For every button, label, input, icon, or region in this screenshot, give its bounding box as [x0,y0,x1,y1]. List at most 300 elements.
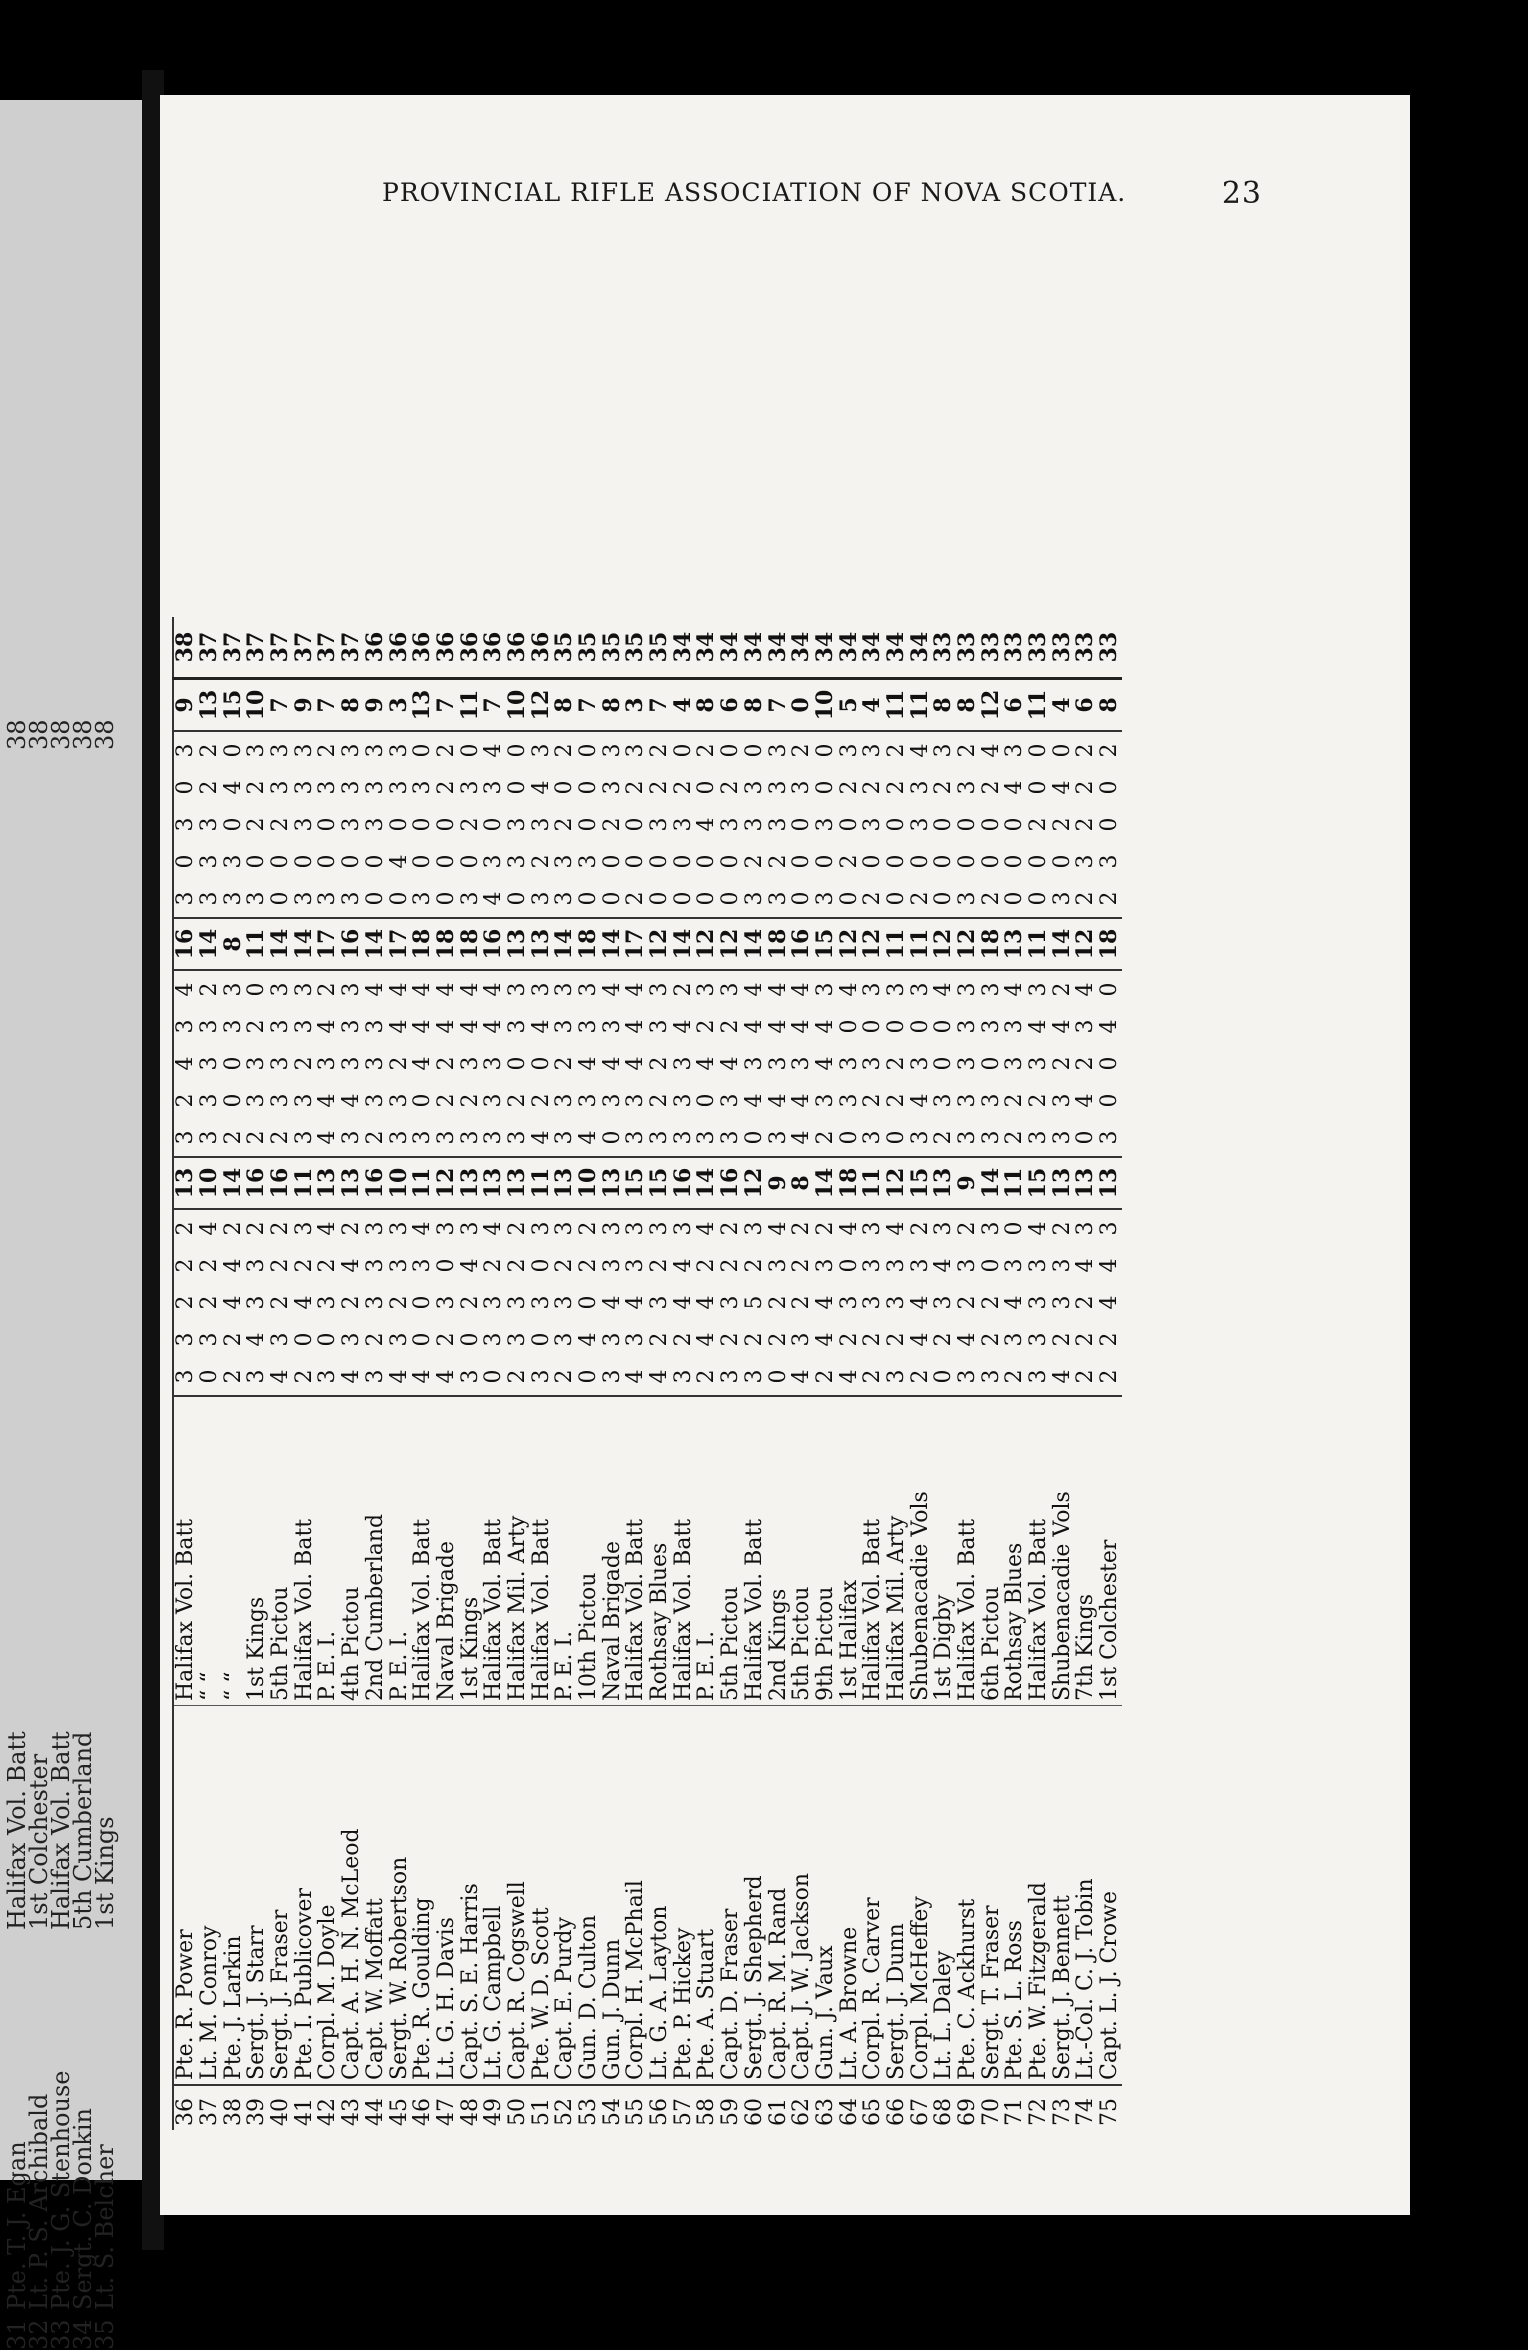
shot-score: 3 [789,1332,815,1347]
range-total: 6 [1074,679,1098,732]
shot-score: 3 [765,743,791,758]
range-total: 16 [719,1157,743,1209]
row-number: 62 [789,2098,815,2126]
shot-score: 3 [1050,880,1074,918]
shot-score: 4 [694,1056,720,1071]
corps: 2nd Kings [766,1396,790,1706]
corps: P. E. I. [316,1396,340,1706]
range-total: 14 [1050,918,1074,970]
competitor-name: Capt. W. Moffatt [364,1706,388,2086]
shot-score: 0 [931,817,957,832]
shot-score: 0 [576,1295,602,1310]
shot-score: 4 [529,1119,553,1157]
row-number: 47 [433,2098,459,2126]
competitor-name: Sergt. J. Starr [245,1706,269,2086]
shot-score: 0 [623,817,649,832]
shot-score: 2 [861,1358,885,1396]
row-number: 52 [552,2098,578,2126]
competitor-name: Lt. L. Daley [932,1706,956,2086]
shot-score: 3 [410,780,436,795]
shot-score: 4 [694,1221,720,1236]
shot-score: 2 [528,854,554,869]
grand-total: 34 [719,617,743,679]
shot-score: 4 [411,1358,435,1396]
shot-score: 3 [173,806,198,843]
page-title: PROVINCIAL RIFLE ASSOCIATION OF NOVA SCOTIA. [382,178,1127,207]
shot-score: 4 [623,982,649,997]
shot-score: 0 [410,1295,436,1310]
corps: Halifax Vol. Batt [743,1396,767,1706]
shot-score: 4 [386,1019,412,1034]
shot-score: 2 [1003,1119,1027,1157]
shot-score: 2 [552,743,578,758]
corps: 1st Kings [245,1396,269,1706]
shot-score: 3 [504,982,530,997]
shot-score: 0 [743,1119,767,1157]
shot-score: 2 [718,1332,744,1347]
row-number: 43 [339,2098,365,2126]
shot-score: 0 [220,1056,246,1071]
shot-score: 0 [173,843,198,880]
row-number: 73 [1049,2098,1075,2126]
shot-score: 3 [552,854,578,869]
shot-score: 3 [647,1221,673,1236]
shot-score: 4 [670,1258,696,1273]
grand-total: 36 [529,617,553,679]
shot-score: 4 [1002,982,1028,997]
shot-score: 0 [315,1332,341,1347]
shot-score: 3 [1002,743,1028,758]
shot-score: 2 [765,1295,791,1310]
competitor-name: Capt. R. M. Rand [766,1706,790,2086]
shot-score: 0 [528,1332,554,1347]
shot-score: 3 [529,1358,553,1396]
range-total: 11 [885,918,909,970]
shot-score: 3 [883,982,909,997]
shot-score: 4 [837,1358,861,1396]
competitor-name: Pte. R. Goulding [411,1706,435,2086]
shot-score: 2 [647,780,673,795]
table-row [316,617,340,2130]
grand-total: 33 [979,617,1003,679]
shot-score: 3 [670,1221,696,1236]
shot-score: 3 [599,1019,625,1034]
shot-score: 4 [340,1358,364,1396]
shot-score: 2 [883,780,909,795]
prev-name: Sergt. C. Donkin [69,2108,97,2310]
shot-score: 3 [173,1321,198,1358]
corps: Halifax Vol. Batt [482,1396,506,1706]
range-total: 6 [719,679,743,732]
shot-score: 0 [599,854,625,869]
shot-score: 3 [624,1119,648,1157]
shot-score: 3 [291,1221,317,1236]
shot-score: 4 [624,1358,648,1396]
prev-no: 32 [25,2319,53,2350]
shot-score: 2 [860,780,886,795]
shot-score: 0 [457,1332,483,1347]
shot-score: 4 [741,982,767,997]
shot-score: 4 [1050,1358,1074,1396]
shot-score: 0 [1097,982,1123,997]
shot-score: 4 [765,982,791,997]
shot-score: 3 [504,1019,530,1034]
table-row [695,617,719,2130]
shot-score: 2 [268,1295,294,1310]
row-number: 51 [528,2098,554,2126]
prev-corps: 1st Colchester [25,1753,53,1930]
shot-score: 2 [197,982,223,997]
shot-score: 0 [1027,880,1051,918]
row-number: 56 [647,2098,673,2126]
previous-row [91,650,119,2350]
shot-score: 0 [410,1332,436,1347]
shot-score: 3 [623,1093,649,1108]
range-total: 11 [1003,1157,1027,1209]
shot-score: 2 [433,743,459,758]
shot-score: 0 [457,743,483,758]
grand-total: 36 [411,617,435,679]
prev-no: 31 [3,2319,31,2350]
shot-score: 2 [599,817,625,832]
range-total: 11 [411,1157,435,1209]
grand-total: 33 [1050,617,1074,679]
corps: 10th Pictou [577,1396,601,1706]
competitor-name: Sergt. J. Bennett [1050,1706,1074,2086]
shot-score: 4 [315,1221,341,1236]
range-total: 12 [743,1157,767,1209]
shot-score: 3 [481,854,507,869]
shot-score: 3 [647,1295,673,1310]
range-total: 13 [506,1157,530,1209]
table-row [648,617,672,2130]
shot-score: 3 [245,880,269,918]
shot-score: 4 [623,1295,649,1310]
shot-score: 4 [410,1221,436,1236]
corps: 9th Pictou [814,1396,838,1706]
range-total: 14 [671,918,695,970]
shot-score: 3 [670,1093,696,1108]
shot-score: 2 [908,880,932,918]
range-total: 18 [435,918,459,970]
grand-total: 37 [292,617,316,679]
shot-score: 3 [339,1332,365,1347]
competitor-name: Lt. G. H. Davis [435,1706,459,2086]
shot-score: 0 [932,880,956,918]
shot-score: 3 [244,1056,270,1071]
range-total: 14 [292,918,316,970]
prev-name: Lt. S. Belcher [91,2144,119,2310]
shot-score: 4 [1026,1221,1052,1236]
shot-score: 3 [718,1295,744,1310]
range-total: 3 [387,679,411,732]
shot-score: 4 [576,1056,602,1071]
shot-score: 3 [362,1295,388,1310]
shot-score: 3 [812,982,838,997]
grand-total: 34 [743,617,767,679]
competitor-name: Capt. J. W. Jackson [790,1706,814,2086]
range-total: 13 [1003,918,1027,970]
shot-score: 2 [292,1358,316,1396]
shot-score: 3 [433,1221,459,1236]
shot-score: 0 [339,854,365,869]
shot-score: 2 [528,1093,554,1108]
grand-total: 35 [577,617,601,679]
table-row [908,617,932,2130]
shot-score: 0 [291,1332,317,1347]
grand-total: 33 [956,617,980,679]
shot-score: 4 [481,982,507,997]
shot-score: 2 [741,1258,767,1273]
range-total: 3 [624,679,648,732]
table-row [269,617,293,2130]
row-number: 54 [599,2098,625,2126]
shot-score: 3 [268,982,294,997]
range-total: 10 [814,679,838,732]
shot-score: 3 [836,1295,862,1310]
shot-score: 2 [364,1119,388,1157]
shot-score: 3 [552,1093,578,1108]
shot-score: 4 [457,1258,483,1273]
shot-score: 0 [457,854,483,869]
shot-score: 2 [552,1056,578,1071]
shot-score: 3 [528,1221,554,1236]
shot-score: 0 [1003,880,1027,918]
shot-score: 0 [1049,743,1075,758]
shot-score: 4 [978,743,1004,758]
range-total: 14 [695,1157,719,1209]
row-number: 42 [315,2098,341,2126]
shot-score: 3 [648,1119,672,1157]
shot-score: 0 [600,1119,624,1157]
shot-score: 3 [670,1056,696,1071]
corps: 2nd Cumberland [364,1396,388,1706]
shot-score: 4 [694,817,720,832]
shot-score: 4 [481,743,507,758]
prev-grand: 38 [3,719,31,750]
table-row [1003,617,1027,2130]
shot-score: 2 [1073,743,1099,758]
table-row [1027,617,1051,2130]
shot-score: 3 [1049,1258,1075,1273]
shot-score: 3 [268,1332,294,1347]
shot-score: 3 [978,1221,1004,1236]
shot-score: 0 [836,817,862,832]
shot-score: 3 [362,743,388,758]
shot-score: 0 [1002,817,1028,832]
shot-score: 2 [552,1258,578,1273]
competitor-name: Pte. S. L. Ross [1003,1706,1027,2086]
shot-score: 0 [410,854,436,869]
range-total: 16 [245,1157,269,1209]
shot-score: 3 [836,1056,862,1071]
shot-score: 2 [647,1258,673,1273]
shot-score: 2 [1098,1358,1122,1396]
range-total: 5 [837,679,861,732]
table-row [364,617,388,2130]
shot-score: 2 [506,1358,530,1396]
shot-score: 0 [978,817,1004,832]
shot-score: 3 [1002,1258,1028,1273]
shot-score: 0 [364,880,388,918]
shot-score: 3 [291,780,317,795]
shot-score: 4 [1002,780,1028,795]
shot-score: 4 [907,743,933,758]
corps: 1st Colchester [1098,1396,1122,1706]
range-total: 12 [719,918,743,970]
shot-score: 3 [339,743,365,758]
row-number: 74 [1073,2098,1099,2126]
shot-score: 3 [1002,1056,1028,1071]
table-row [979,617,1003,2130]
shot-score: 3 [671,1119,695,1157]
shot-score: 0 [812,780,838,795]
grand-total: 35 [600,617,624,679]
shot-score: 2 [268,1221,294,1236]
shot-score: 3 [410,1258,436,1273]
range-total: 12 [979,679,1003,732]
range-total: 13 [411,679,435,732]
shot-score: 3 [978,982,1004,997]
shot-score: 3 [291,817,317,832]
row-number: 40 [268,2098,294,2126]
shot-score: 2 [1049,817,1075,832]
competitor-name: Sergt. J. Dunn [885,1706,909,2086]
grand-total: 34 [885,617,909,679]
grand-total: 36 [387,617,411,679]
shot-score: 3 [316,1358,340,1396]
prev-grand: 38 [69,719,97,750]
shot-score: 4 [220,780,246,795]
shot-score: 0 [268,854,294,869]
shot-score: 3 [362,1019,388,1034]
shot-score: 4 [765,1221,791,1236]
shot-score: 3 [718,817,744,832]
range-total: 7 [269,679,293,732]
row-number: 70 [978,2098,1004,2126]
prev-corps: 5th Cumberland [69,1731,97,1930]
shot-score: 2 [647,743,673,758]
shot-score: 0 [670,743,696,758]
shot-score: 2 [269,1119,293,1157]
corps: Halifax Vol. Batt [956,1396,980,1706]
shot-score: 0 [978,854,1004,869]
shot-score: 4 [623,1056,649,1071]
shot-score: 2 [244,780,270,795]
shot-score: 3 [506,1119,530,1157]
competitor-name: Lt. G. A. Layton [648,1706,672,2086]
shot-score: 3 [386,1221,412,1236]
shot-score: 2 [861,880,885,918]
shot-score: 2 [955,1295,981,1310]
range-total: 13 [1050,1157,1074,1209]
range-total: 4 [671,679,695,732]
prev-corps: Halifax Vol. Batt [47,1731,75,1930]
grand-total: 37 [221,617,245,679]
prev-corps: Halifax Vol. Batt [3,1731,31,1930]
corps: 5th Pictou [719,1396,743,1706]
row-number: 57 [670,2098,696,2126]
shot-score: 3 [552,1019,578,1034]
range-total: 18 [577,918,601,970]
shot-score: 3 [599,780,625,795]
shot-score: 0 [860,1019,886,1034]
table-row [1098,617,1122,2130]
corps: 5th Pictou [269,1396,293,1706]
shot-score: 4 [528,1019,554,1034]
corps: “ “ [198,1396,222,1706]
shot-score: 0 [718,743,744,758]
shot-score: 3 [1026,1332,1052,1347]
shot-score: 2 [670,1332,696,1347]
table-row [743,617,767,2130]
corps: Halifax Vol. Batt [411,1396,435,1706]
shot-score: 4 [812,1332,838,1347]
competitor-name: Lt. A. Browne [837,1706,861,2086]
shot-score: 2 [504,1221,530,1236]
table-row [1074,617,1098,2130]
shot-score: 3 [197,1019,223,1034]
shot-score: 0 [885,880,909,918]
shot-score: 2 [173,1247,198,1284]
corps: P. E. I. [553,1396,577,1706]
shot-score: 0 [291,854,317,869]
table-row [577,617,601,2130]
shot-score: 4 [1073,982,1099,997]
corps: Naval Brigade [600,1396,624,1706]
table-row [245,617,269,2130]
corps: Halifax Vol. Batt [671,1396,695,1706]
shot-score: 4 [790,1358,814,1396]
table-row [671,617,695,2130]
shot-score: 2 [1073,817,1099,832]
shot-score: 3 [552,1332,578,1347]
shot-score: 0 [433,1258,459,1273]
grand-total: 34 [837,617,861,679]
shot-score: 3 [647,982,673,997]
shot-score: 3 [812,817,838,832]
shot-score: 3 [362,1056,388,1071]
prev-grand: 38 [91,719,119,750]
shot-score: 3 [481,1295,507,1310]
shot-score: 3 [1073,854,1099,869]
shot-score: 4 [339,1093,365,1108]
shot-score: 2 [1074,1358,1098,1396]
range-total: 13 [458,1157,482,1209]
shot-score: 0 [173,769,198,806]
grand-total: 35 [624,617,648,679]
shot-score: 3 [885,1358,909,1396]
shot-score: 2 [718,1221,744,1236]
shot-score: 3 [1049,1093,1075,1108]
shot-score: 3 [339,1019,365,1034]
row-number: 64 [836,2098,862,2126]
shot-score: 3 [268,780,294,795]
shot-score: 0 [1026,854,1052,869]
shot-score: 3 [599,1093,625,1108]
shot-score: 2 [268,1258,294,1273]
shot-score: 4 [931,982,957,997]
shot-score: 0 [789,854,815,869]
shot-score: 2 [789,1295,815,1310]
shot-score: 0 [1097,1056,1123,1071]
range-total: 11 [458,679,482,732]
shot-score: 4 [362,982,388,997]
range-total: 8 [932,679,956,732]
shot-score: 3 [197,1056,223,1071]
shot-score: 2 [670,982,696,997]
competitor-name: Sergt. W. Robertson [387,1706,411,2086]
